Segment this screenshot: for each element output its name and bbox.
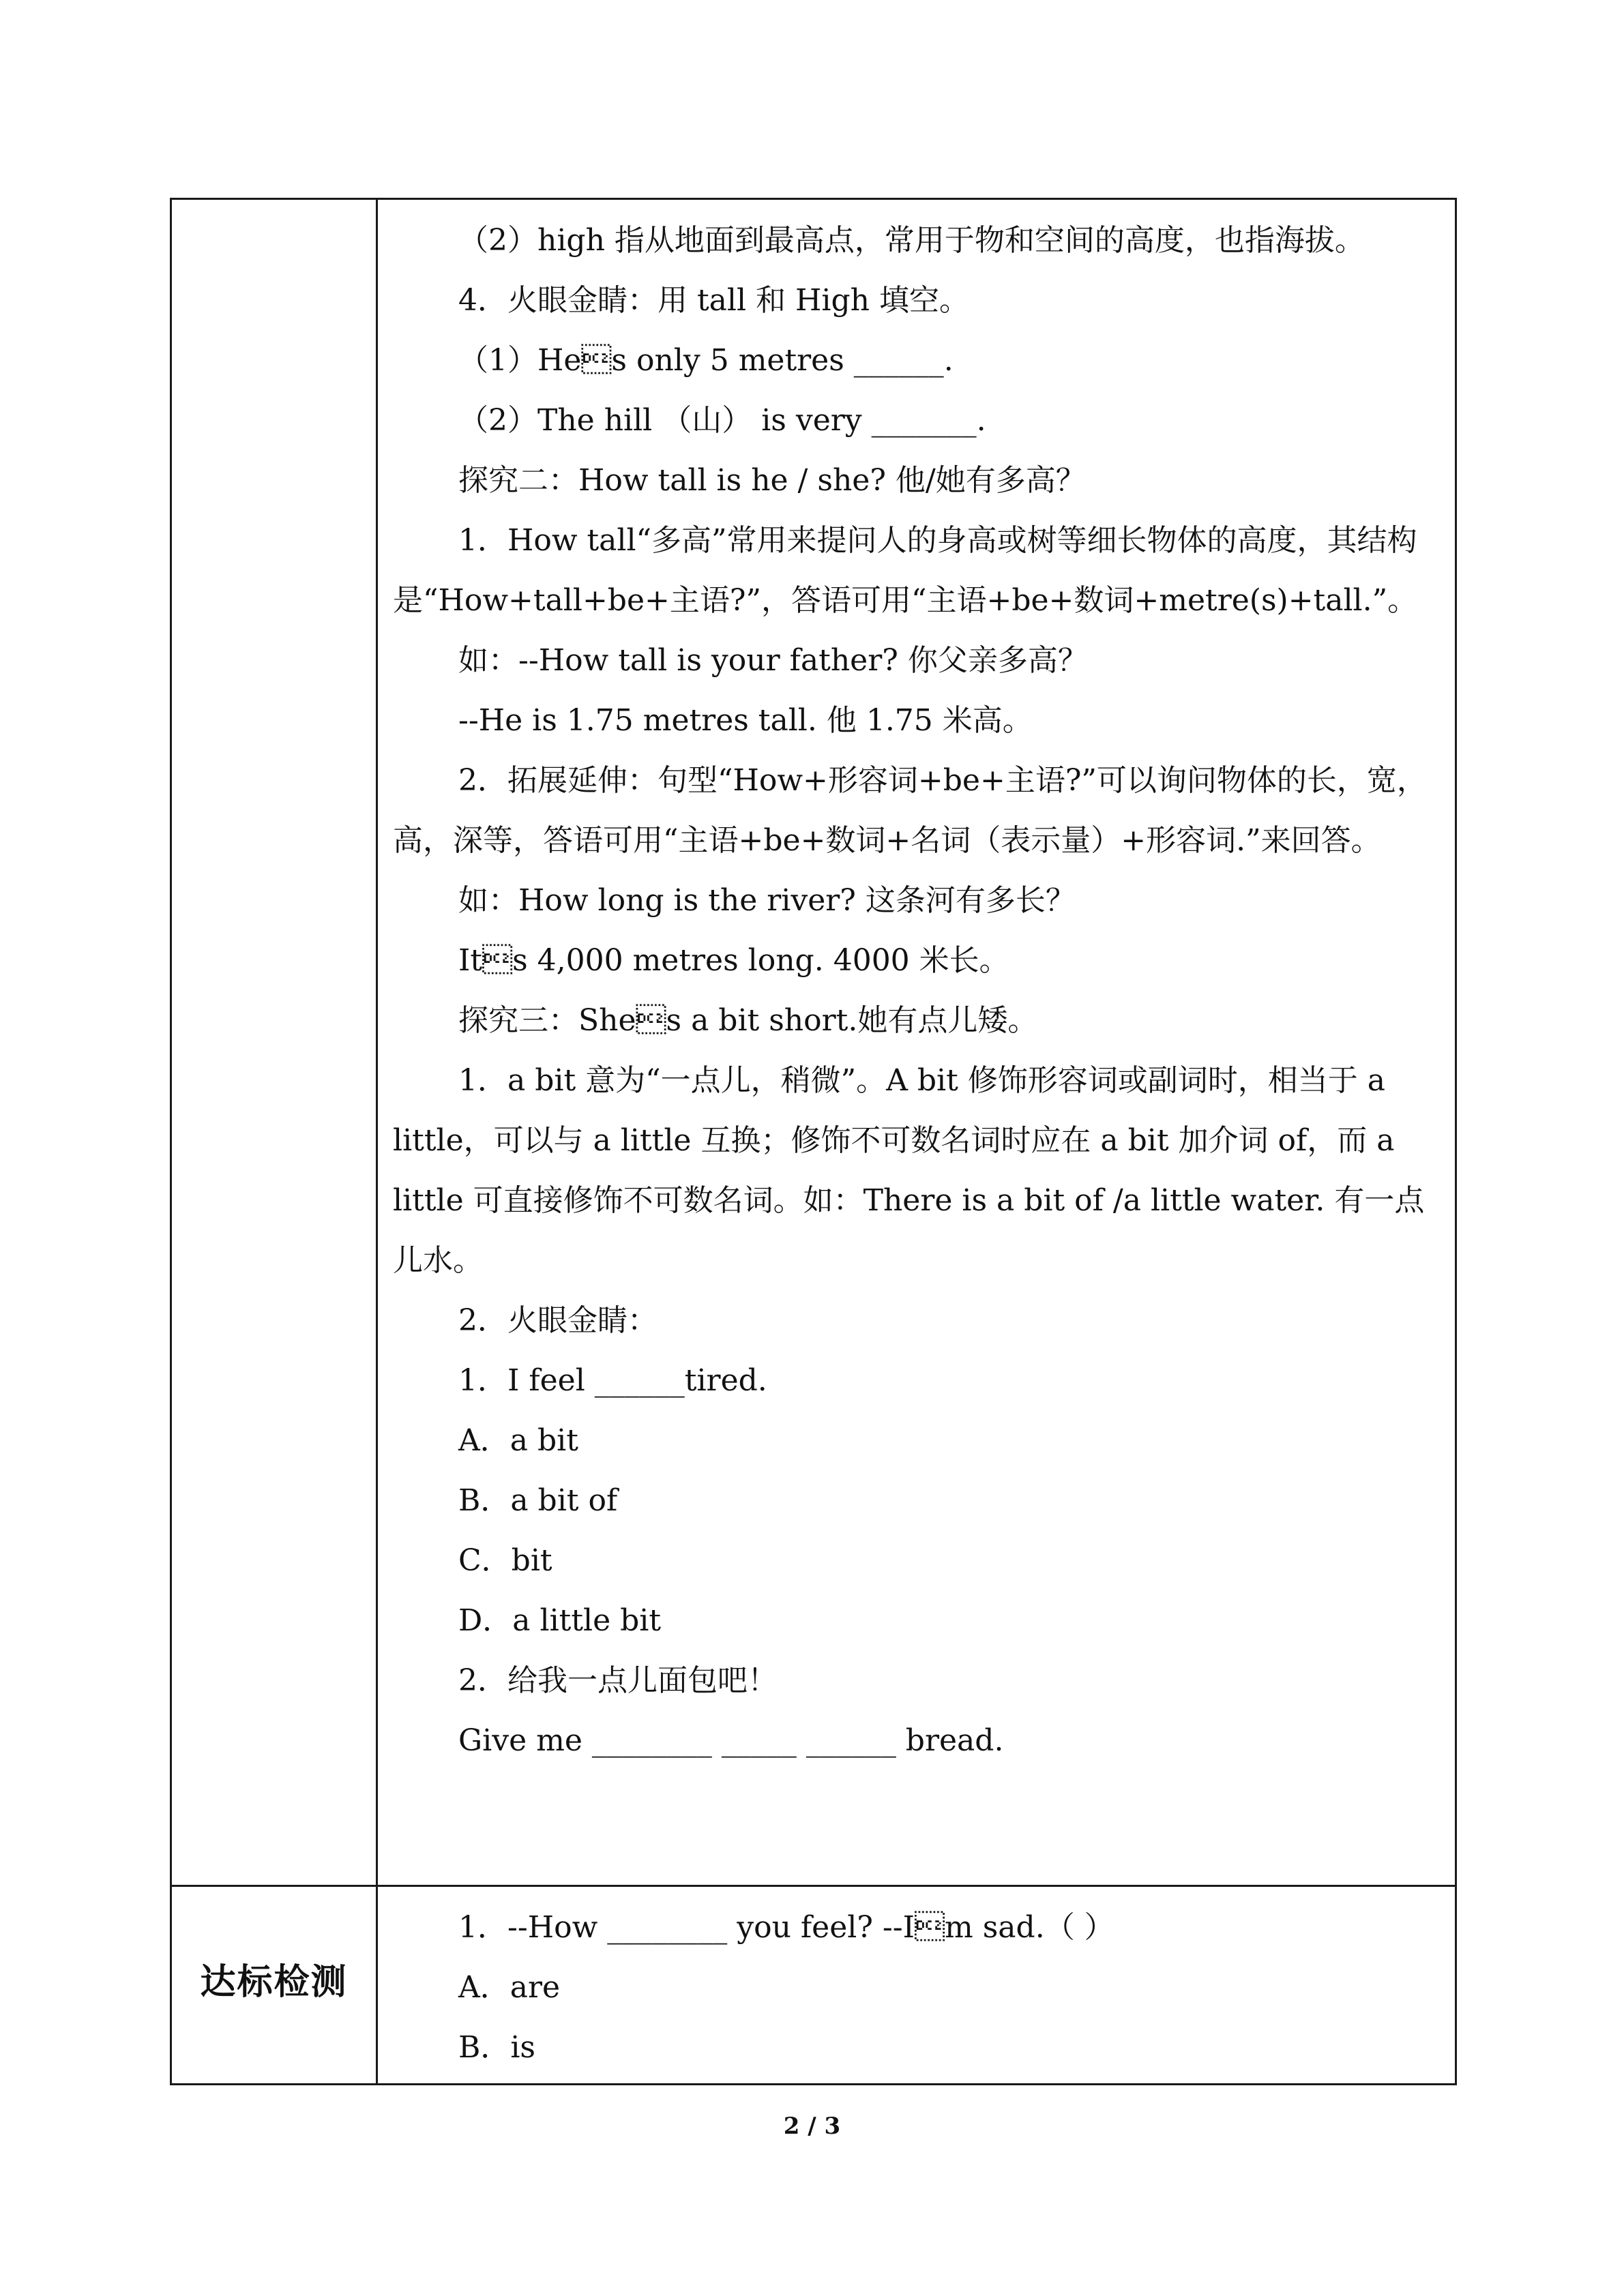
- study-line: --He is 1.75 metres tall. 他 1.75 米高。: [458, 703, 1033, 738]
- answer-option: A．a bit: [458, 1423, 578, 1458]
- study-line: （2）The hill （山） is very _______.: [458, 403, 986, 438]
- answer-option: D．a little bit: [458, 1603, 662, 1638]
- check-row: [171, 1886, 1456, 2085]
- study-line: （1）Hes only 5 metres ______.: [458, 343, 954, 378]
- study-paragraph: 1．a bit 意为“一点儿，稍微”。A bit 修饰形容词或副词时，相当于 a little，可以与 a little 互换；修饰不可数名词时应在 a bit 加介词 of，而 a little 可直接修饰不可数名词。如：There is a bit of /a little water. 有一点儿水。: [393, 1063, 1425, 1278]
- lesson-table: [170, 198, 1457, 2085]
- study-label-cell: [171, 199, 377, 1886]
- study-line: （2）high 指从地面到最高点，常用于物和空间的高度，也指海拔。: [458, 223, 1365, 258]
- answer-option: C．bit: [458, 1543, 552, 1578]
- study-line: 如：How long is the river? 这条河有多长？: [458, 883, 1076, 918]
- study-content-cell: [377, 199, 1456, 1886]
- study-line: 2．火眼金睛：: [458, 1303, 658, 1338]
- check-label-cell: [171, 1886, 377, 2085]
- study-paragraph: 1．How tall“多高”常用来提问人的身高或树等细长物体的高度，其结构是“How+tall+be+主语?”，答语可用“主语+be+数词+metre(s)+tall.”。: [393, 523, 1418, 618]
- study-line: 如：--How tall is your father? 你父亲多高？: [458, 643, 1088, 678]
- study-line: 探究二：How tall is he / she? 他/她有多高？: [458, 463, 1086, 498]
- answer-option: B．a bit of: [458, 1483, 618, 1518]
- answer-option: B．is: [458, 2030, 535, 2065]
- study-line: Its 4,000 metres long. 4000 米长。: [458, 943, 1009, 978]
- question-line: Give me ________ _____ ______ bread.: [458, 1723, 1004, 1758]
- study-line: 4．火眼金睛：用 tall 和 High 填空。: [458, 283, 969, 318]
- study-line: 探究三：Shes a bit short.她有点儿矮。: [458, 1003, 1038, 1038]
- study-row: [171, 199, 1456, 1886]
- answer-option: A．are: [458, 1970, 561, 2005]
- check-section-label: 达标检测: [200, 1961, 348, 2003]
- question-line: 1．--How ________ you feel? --Im sad.（ ）: [458, 1910, 1114, 1945]
- question-line: 2．给我一点儿面包吧！: [458, 1663, 778, 1698]
- question-line: 1．I feel ______tired.: [458, 1363, 767, 1398]
- check-content-cell: [377, 1886, 1456, 2085]
- study-paragraph: 2．拓展延伸：句型“How+形容词+be+主语?”可以询问物体的长，宽，高，深等，答语可用“主语+be+数词+名词（表示量）+形容词.”来回答。: [393, 763, 1427, 858]
- page-number: 2 / 3: [783, 2113, 841, 2140]
